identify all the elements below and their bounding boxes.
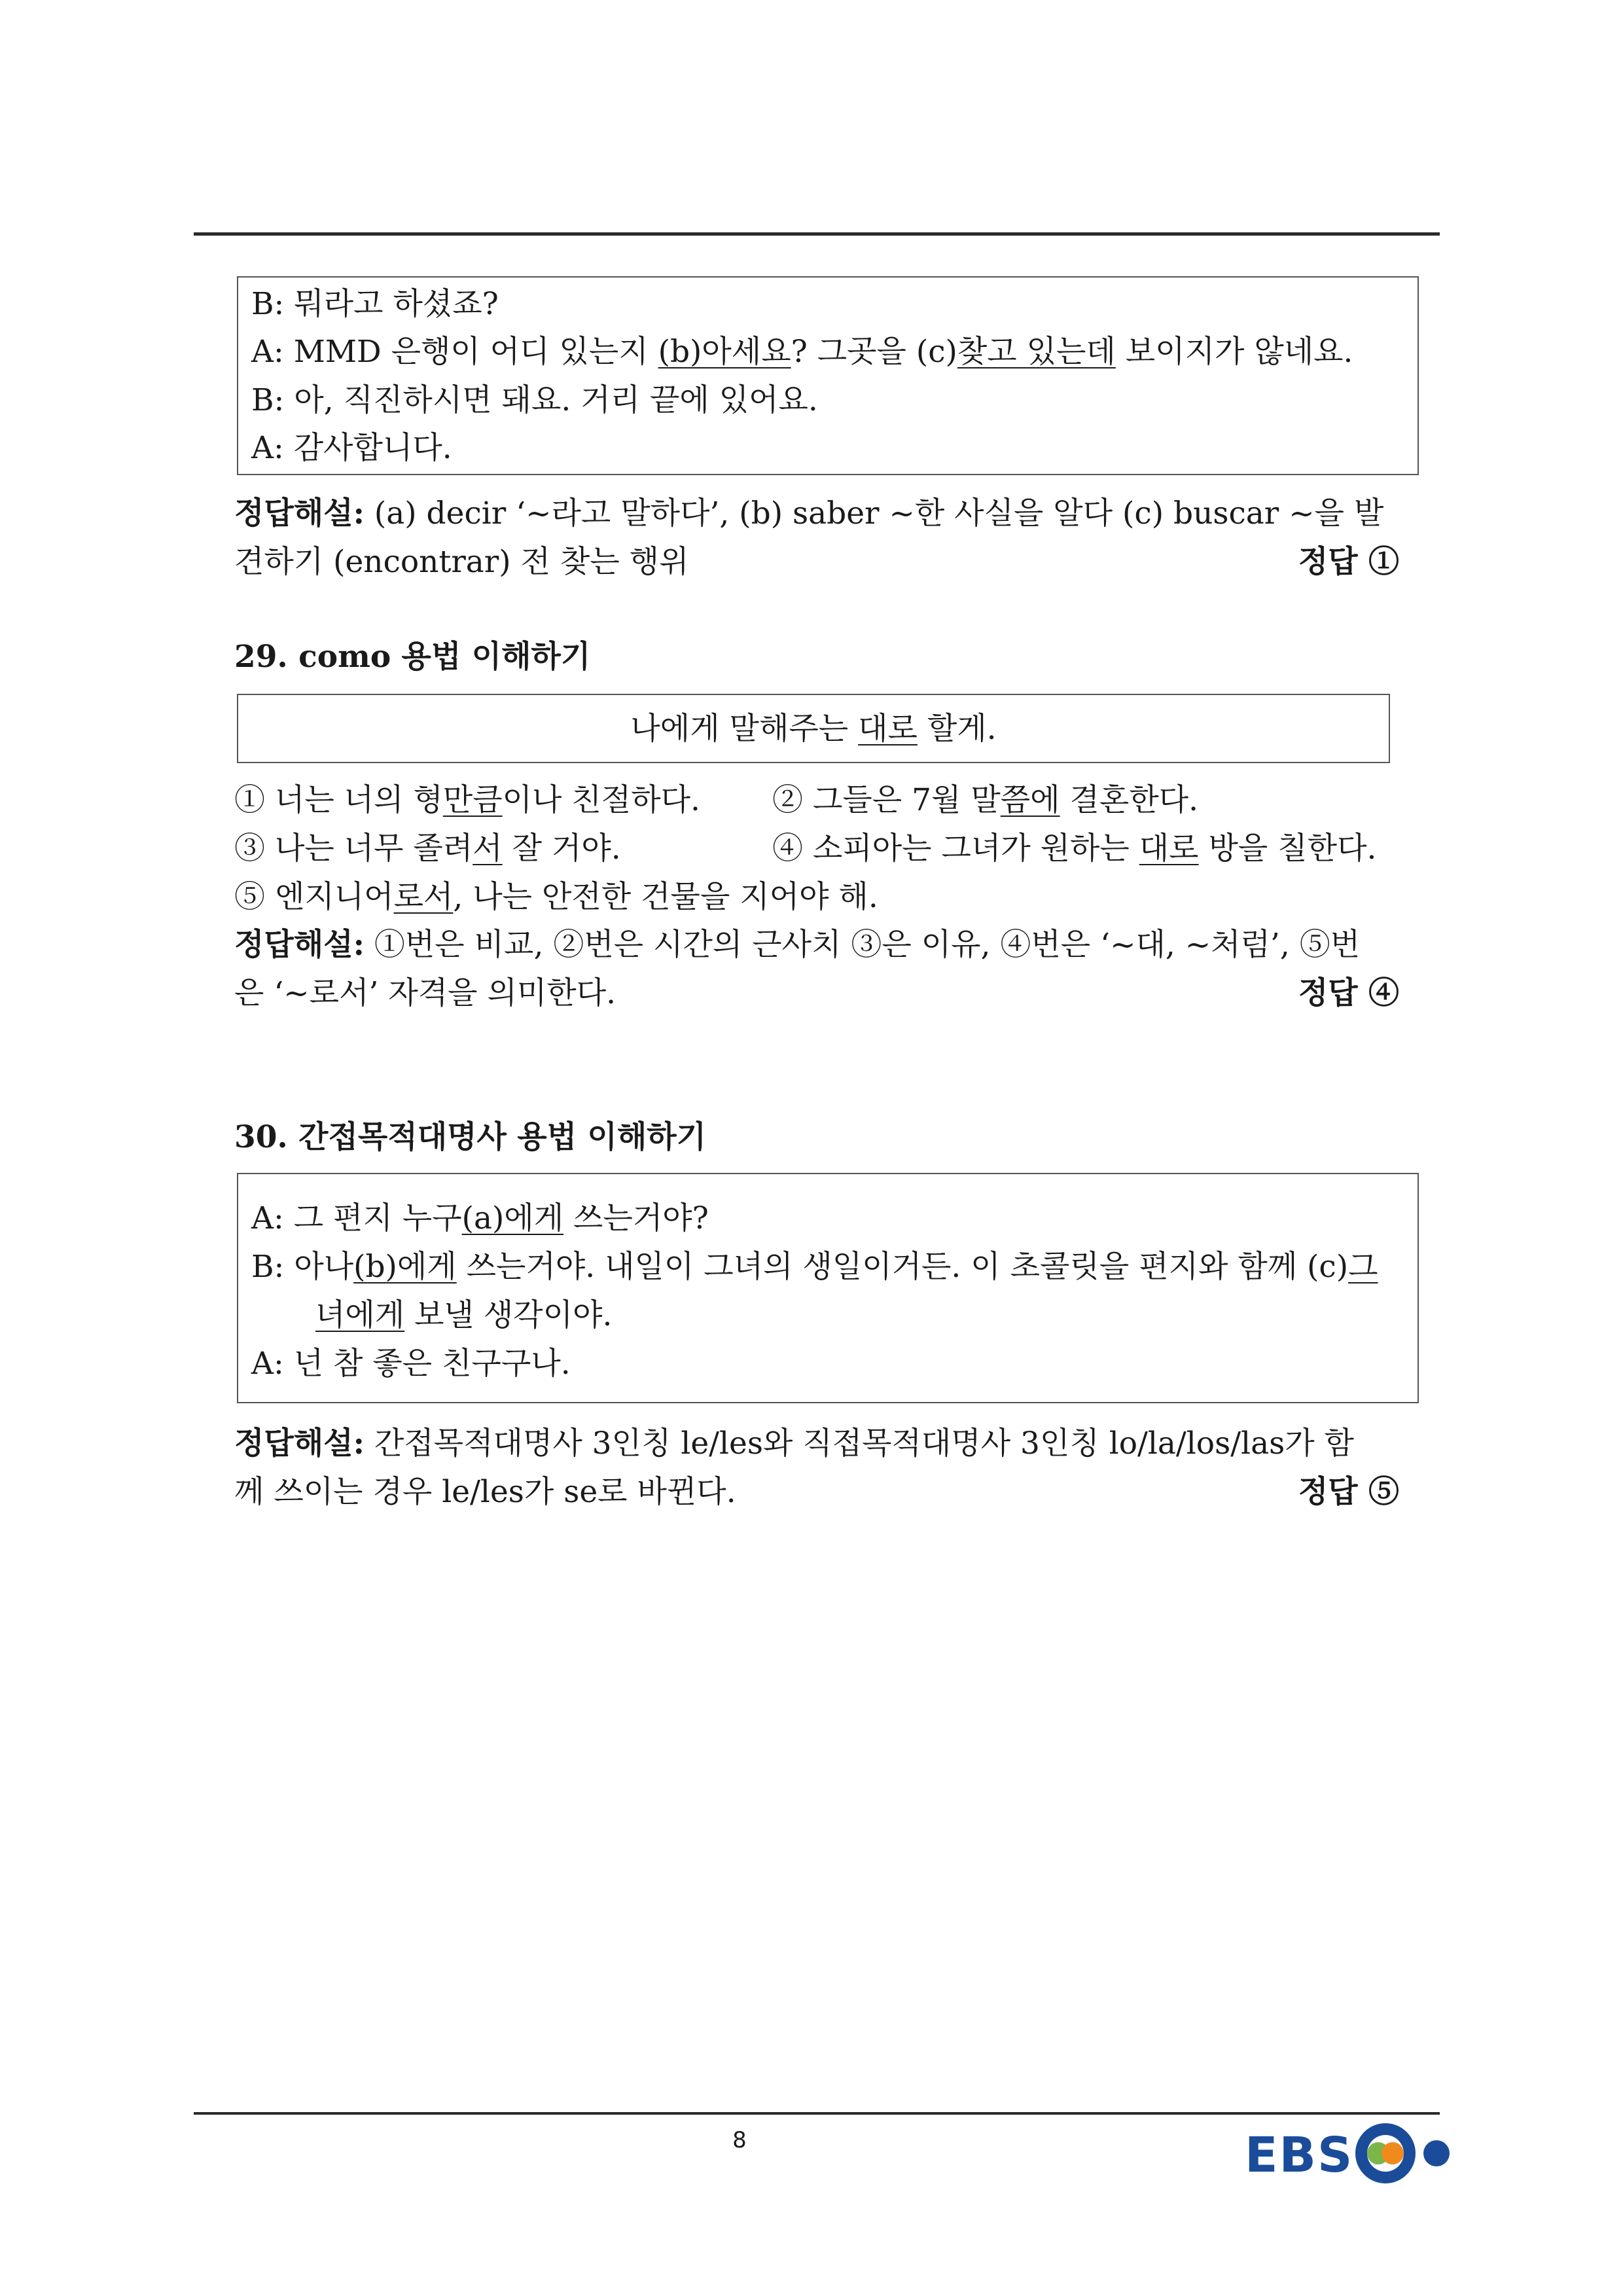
header-rule <box>194 232 1440 236</box>
explanation-line: 정답해설: 간접목적대명사 3인칭 le/les와 직접목적대명사 3인칭 lo/la/los/las가 함 <box>234 1426 1354 1462</box>
explanation-line: 정답해설: ①번은 비교, ②번은 시간의 근사치 ③은 이유, ④번은 ‘~대, ~처럼’, ⑤번 <box>234 927 1361 963</box>
explanation-line: 정답해설: (a) decir ‘~라고 말하다’, (b) saber ~한 사실을 알다 (c) buscar ~을 발 <box>234 495 1384 531</box>
dialogue-line: B: 아, 직진하시면 돼요. 거리 끝에 있어요. <box>251 382 818 418</box>
dialogue-line: A: MMD 은행이 어디 있는지 (b)아세요? 그곳을 (c)찾고 있는데 보이지가 않네요. <box>251 334 1353 370</box>
dialogue-line: A: 넌 참 좋은 친구구나. <box>251 1346 571 1382</box>
option-3: ③ 나는 너무 졸려서 잘 거야. <box>234 831 621 867</box>
footer-rule <box>194 2112 1440 2115</box>
question-title-29: 29. como 용법 이해하기 <box>234 639 591 675</box>
answer-label: 정답 ⑤ <box>1298 1474 1399 1510</box>
example-sentence: 나에게 말해주는 대로 할게. <box>630 711 997 747</box>
ebs-logo-mark-icon <box>1349 2119 1461 2191</box>
option-5: ⑤ 엔지니어로서, 나는 안전한 건물을 지어야 해. <box>234 879 878 915</box>
question-title-30: 30. 간접목적대명사 용법 이해하기 <box>234 1119 707 1155</box>
page-number: 8 <box>732 2127 747 2153</box>
dialogue-line: 녀에게 보낼 생각이야. <box>315 1297 613 1333</box>
option-1: ① 너는 너의 형만큼이나 친절하다. <box>234 782 700 818</box>
explanation-line: 견하기 (encontrar) 전 찾는 행위 <box>234 544 689 580</box>
ebs-logo <box>1245 2119 1461 2191</box>
explanation-line: 은 ‘~로서’ 자격을 의미한다. <box>234 975 616 1011</box>
dialogue-line: B: 뭐라고 하셨죠? <box>251 286 499 322</box>
ebs-logo-text: EBS <box>1245 2127 1354 2183</box>
option-2: ② 그들은 7월 말쯤에 결혼한다. <box>772 782 1199 818</box>
explanation-line: 께 쓰이는 경우 le/les가 se로 바뀐다. <box>234 1474 736 1510</box>
answer-label: 정답 ① <box>1298 544 1399 580</box>
answer-label: 정답 ④ <box>1298 975 1399 1011</box>
dialogue-line: A: 감사합니다. <box>251 430 452 466</box>
dialogue-line: A: 그 편지 누구(a)에게 쓰는거야? <box>251 1200 709 1236</box>
dialogue-line: B: 아나(b)에게 쓰는거야. 내일이 그녀의 생일이거든. 이 초콜릿을 편지와 함께 (c)그 <box>251 1249 1378 1285</box>
option-4: ④ 소피아는 그녀가 원하는 대로 방을 칠한다. <box>772 831 1377 867</box>
